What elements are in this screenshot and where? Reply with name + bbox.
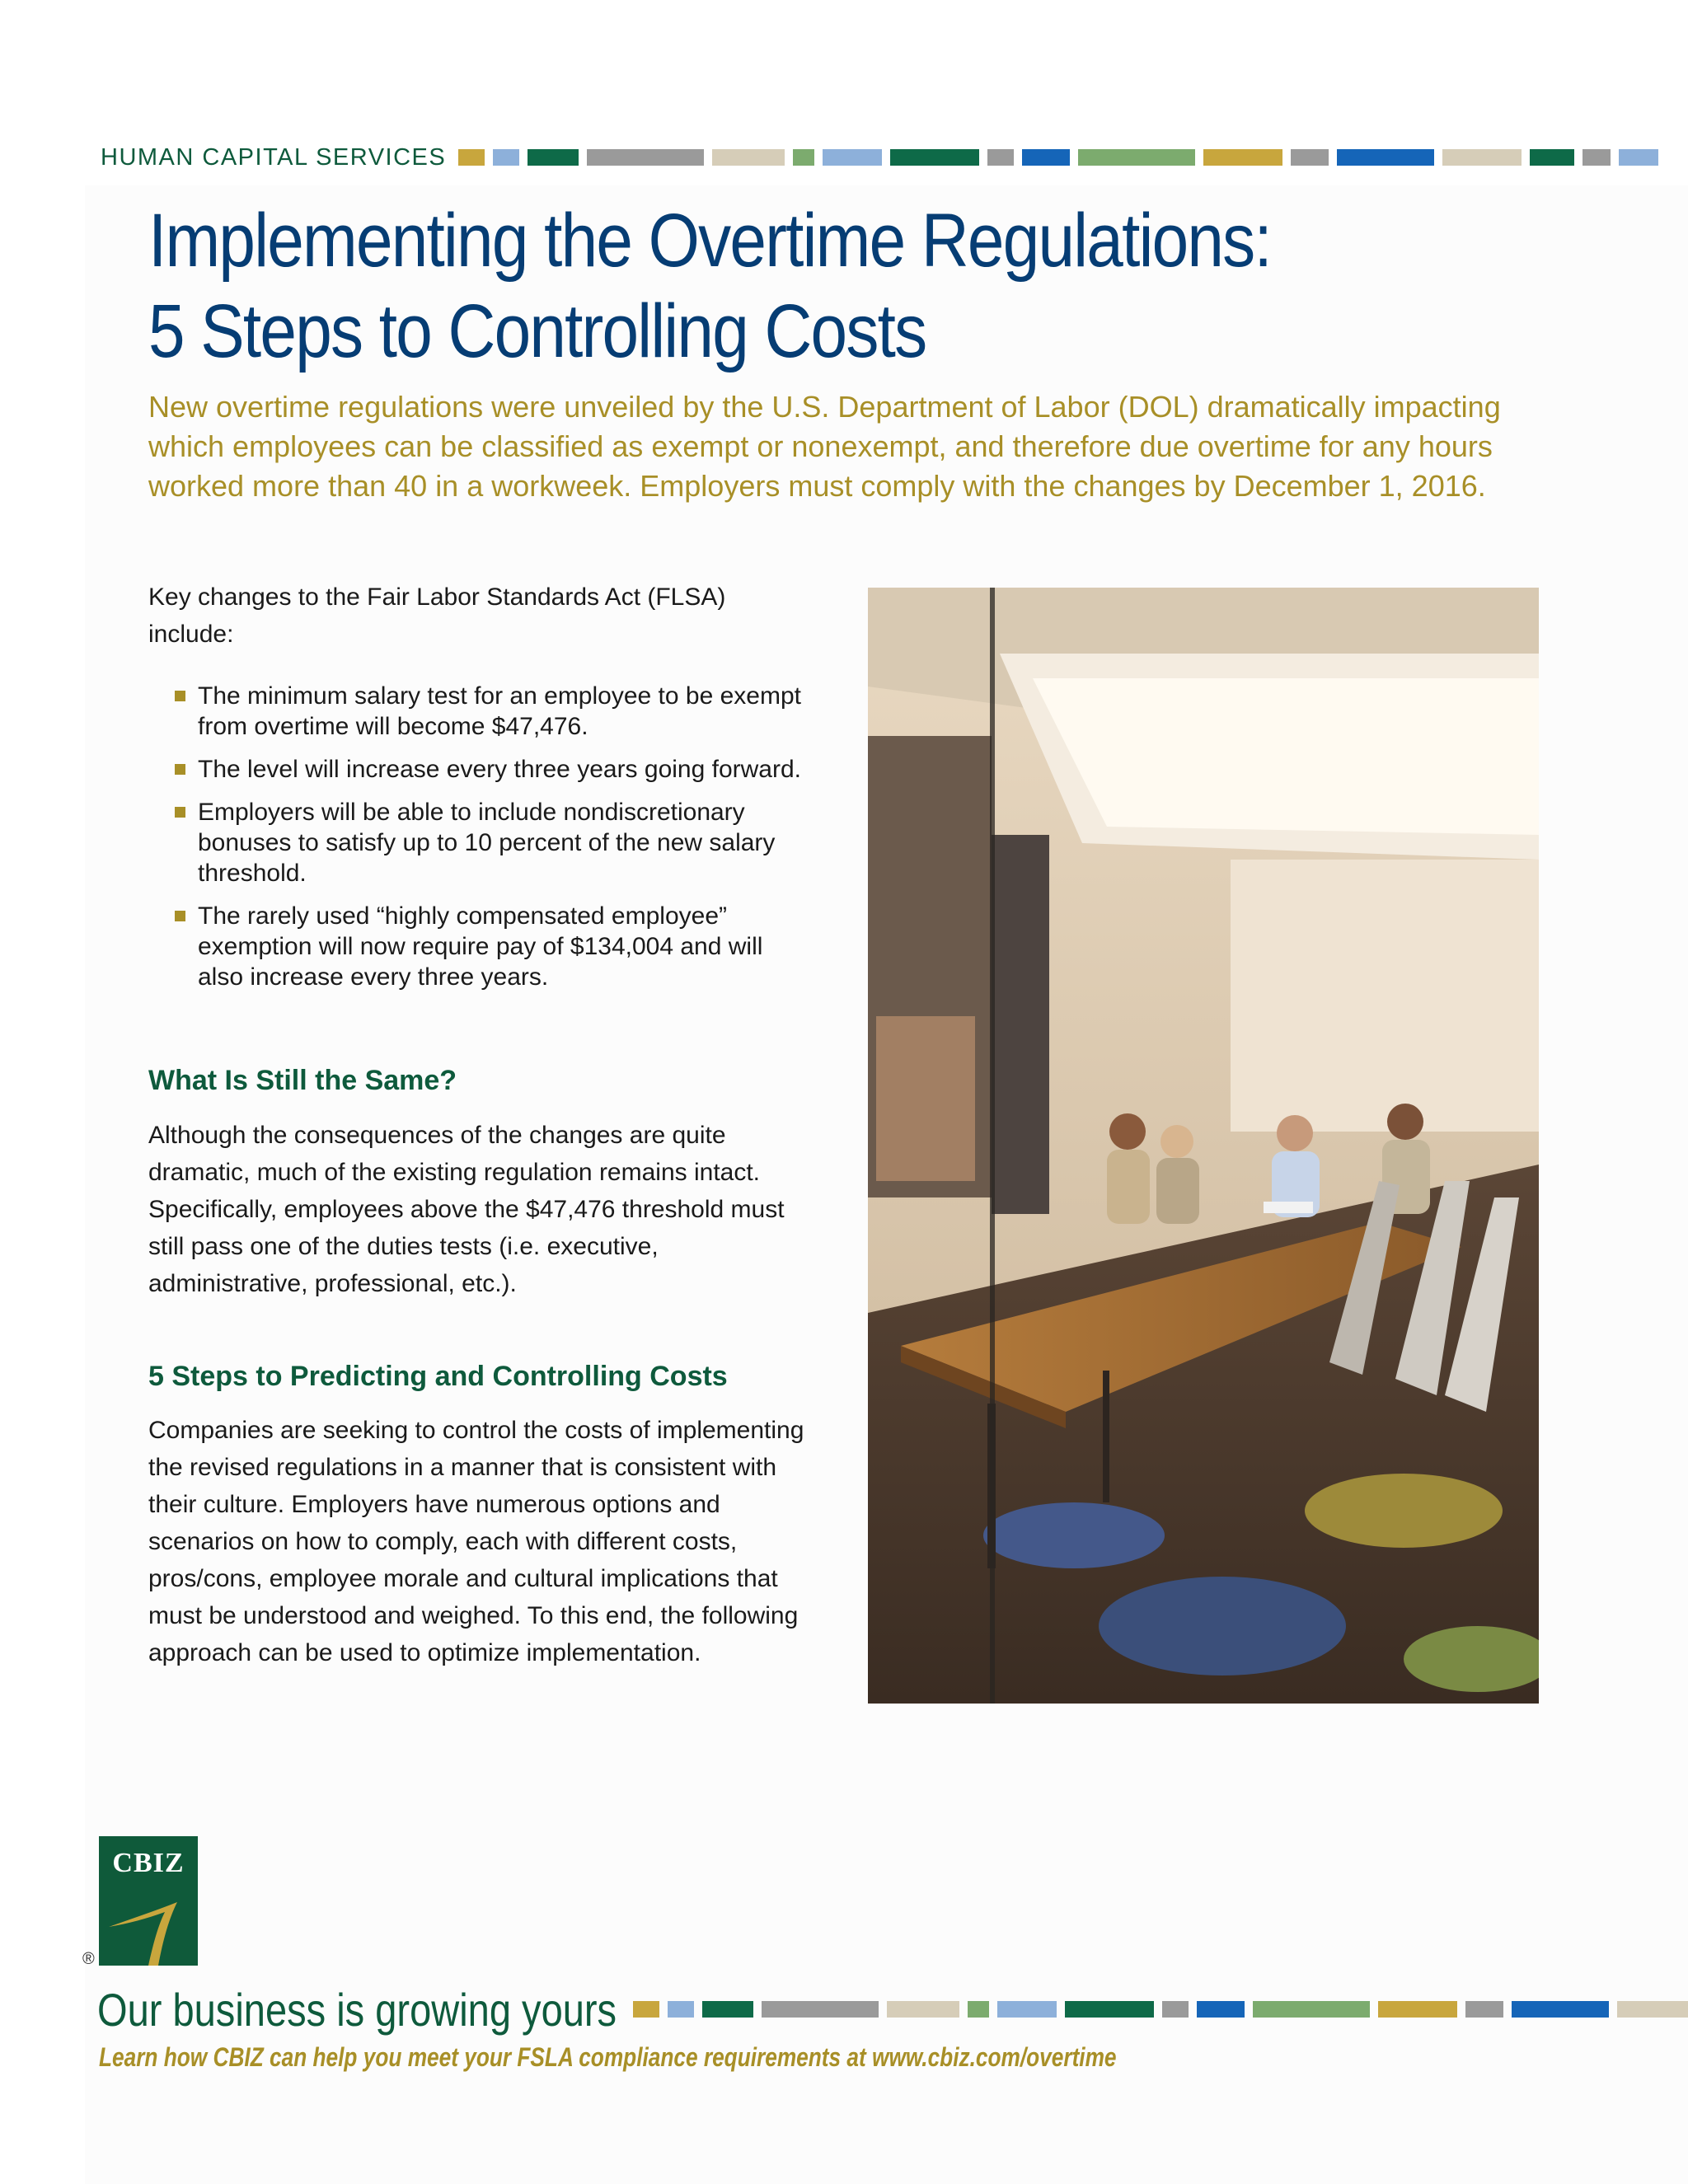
page-title-line-2: 5 Steps to Controlling Costs <box>148 289 926 373</box>
list-item-text: The rarely used “highly compensated employee” exemption will now require pay of $134,004 and will also increase every three years. <box>198 902 763 991</box>
stripe-segment <box>1442 149 1522 166</box>
bullet-square-icon <box>175 911 185 921</box>
stripe-segment <box>890 149 979 166</box>
list-item <box>175 681 801 742</box>
stripe-segment <box>702 2001 753 2018</box>
stripe-segment <box>762 2001 879 2018</box>
header-label: HUMAN CAPITAL SERVICES <box>101 144 447 171</box>
list-item-text: The minimum salary test for an employee to be exempt from overtime will become $47,476. <box>198 682 801 740</box>
stripe-segment <box>793 149 814 166</box>
cbiz-logo <box>99 1836 198 1966</box>
stripe-segment <box>1619 149 1658 166</box>
page-title <box>148 195 1271 377</box>
stripe-segment <box>1253 2001 1370 2018</box>
stripe-segment <box>1078 149 1195 166</box>
stripe-segment <box>1065 2001 1154 2018</box>
stripe-segment <box>997 2001 1057 2018</box>
key-changes-lead: Key changes to the Fair Labor Standards Act (FLSA) include: <box>148 583 726 648</box>
stripe-segment <box>458 149 485 166</box>
stripe-segment <box>668 2001 694 2018</box>
intro-paragraph: New overtime regulations were unveiled by the U.S. Department of Labor (DOL) dramatically impacting which employees can be classified as exempt or nonexempt, and therefore due overtime for any hours worked more than 40 in a workweek. Employers must comply with the changes by December 1, 2016. <box>148 390 1501 503</box>
stripe-segment <box>1512 2001 1609 2018</box>
stripe-segment <box>1378 2001 1457 2018</box>
list-item <box>175 901 801 992</box>
list-item-text: Employers will be able to include nondiscretionary bonuses to satisfy up to 10 percent of the new salary threshold. <box>198 799 776 887</box>
stripe-segment <box>493 149 519 166</box>
list-item <box>175 754 801 785</box>
registered-mark: ® <box>82 1950 95 1968</box>
stripe-segment <box>1337 149 1434 166</box>
stripe-segment <box>1162 2001 1189 2018</box>
list-item-text: The level will increase every three years going forward. <box>198 756 801 783</box>
stripe-segment <box>1465 2001 1503 2018</box>
page-title-line-1: Implementing the Overtime Regulations: <box>148 199 1271 283</box>
stripe-segment <box>1530 149 1574 166</box>
stripe-segment <box>1617 2001 1688 2018</box>
stripe-segment <box>1582 149 1611 166</box>
stripe-segment <box>1203 149 1282 166</box>
list-item <box>175 797 801 888</box>
stripe-segment <box>968 2001 989 2018</box>
still-same-paragraph: Although the consequences of the changes are quite dramatic, much of the existing regulation remains intact. Specifically, employees above the $47,476 threshold must still pass one of the duties tests (i.e. executive, administrative, professional, etc.). <box>148 1122 785 1297</box>
stripe-segment <box>1291 149 1329 166</box>
stripe-segment <box>1197 2001 1245 2018</box>
footer-color-stripe <box>633 2001 1688 2018</box>
conference-room-illustration <box>868 588 1539 1704</box>
stripe-segment <box>633 2001 659 2018</box>
bullet-square-icon <box>175 807 185 818</box>
five-steps-paragraph: Companies are seeking to control the costs of implementing the revised regulations in a manner that is consistent with their culture. Employers have numerous options and scenarios on how to comply, each with different costs, pros/cons, employee morale and cultural implications that must be understood and weighed. To this end, the following approach can be used to optimize implementation. <box>148 1417 804 1666</box>
logo-wordmark: CBIZ <box>112 1848 185 1878</box>
footer-call-to-action: Learn how CBIZ can help you meet your FSLA compliance requirements at www.cbiz.com/overtime <box>99 2042 1117 2072</box>
stripe-segment <box>587 149 704 166</box>
stripe-segment <box>712 149 785 166</box>
bullet-square-icon <box>175 691 185 701</box>
stripe-segment <box>987 149 1014 166</box>
stripe-segment <box>1022 149 1070 166</box>
section-heading-five-steps: 5 Steps to Predicting and Controlling Costs <box>148 1361 728 1392</box>
key-changes-list <box>175 681 801 1005</box>
footer-tagline: Our business is growing yours <box>97 1984 617 2036</box>
stripe-segment <box>887 2001 959 2018</box>
header-color-stripe <box>458 149 1688 166</box>
stripe-segment <box>823 149 882 166</box>
bullet-square-icon <box>175 764 185 775</box>
section-heading-still-same: What Is Still the Same? <box>148 1065 457 1096</box>
stripe-segment <box>528 149 579 166</box>
logo-swoosh-icon <box>99 1836 198 1966</box>
conference-room-photo <box>868 588 1539 1704</box>
